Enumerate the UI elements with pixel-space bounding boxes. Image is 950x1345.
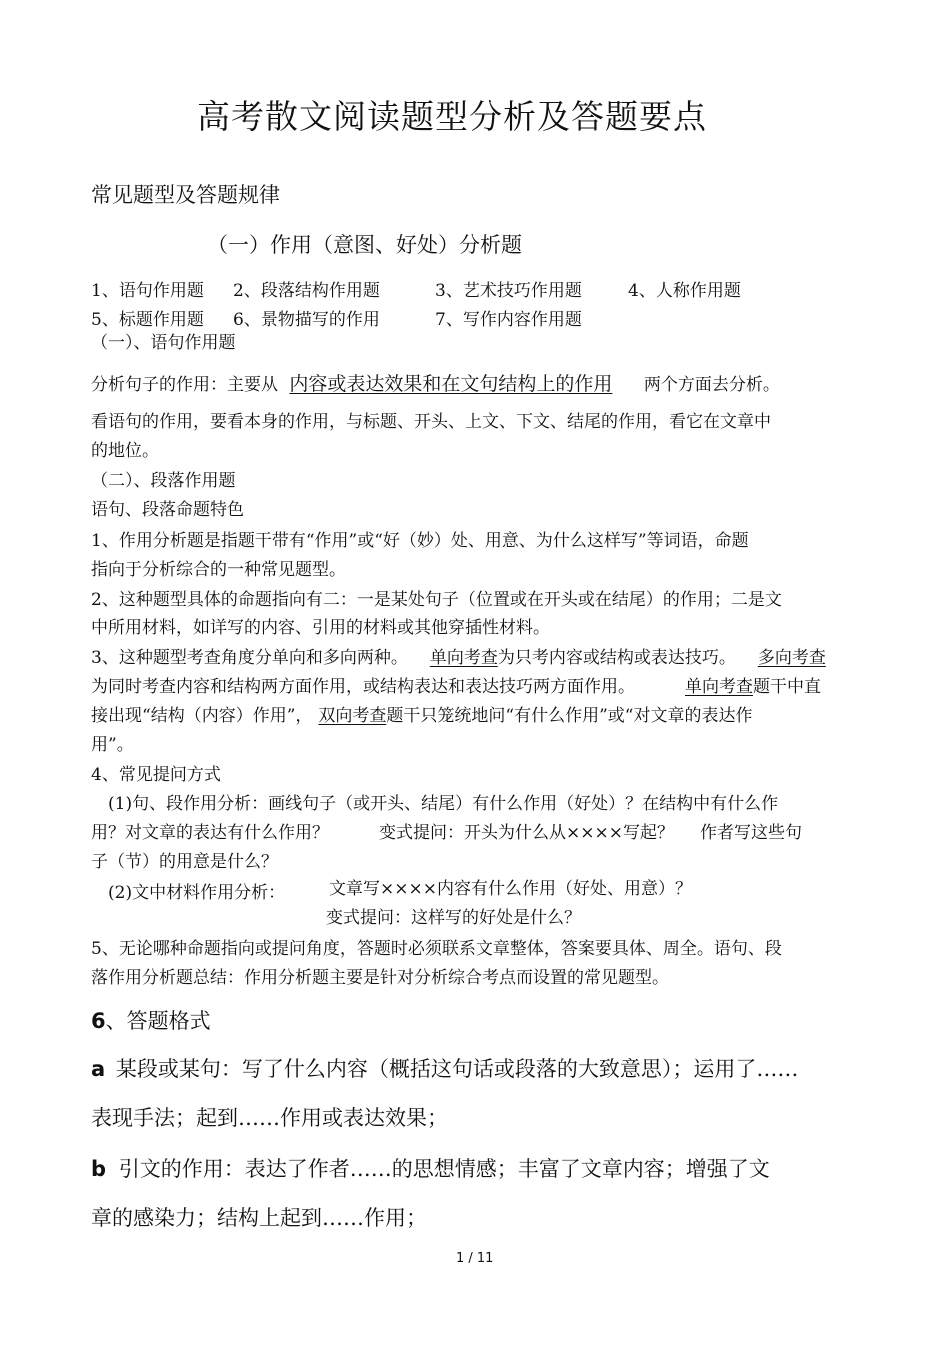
heading-text: 、答题格式 — [105, 1009, 211, 1033]
text-run: 题干只笼统地问“有什么作用”或“对文章的表达作 — [386, 706, 753, 726]
underlined-term: 双向考查 — [318, 706, 387, 726]
paragraph-line: (1)句、段作用分析：画线句子（或开头、结尾）有什么作用（好处）？在结构中有什么作 — [108, 794, 779, 814]
text-run: 为同时考查内容和结构两方面作用，或结构表达和表达技巧两方面作用。 — [91, 677, 635, 697]
analysis-line — [91, 374, 780, 396]
text-run: 作者写这些句 — [699, 823, 802, 843]
paragraph-line — [91, 824, 802, 844]
type-item: 6、景物描写的作用 — [233, 310, 380, 330]
paragraph-line: 1、作用分析题是指题干带有“作用”或“好（妙）处、用意、为什么这样写”等词语，命题 — [91, 531, 749, 551]
features-heading: 语句、段落命题特色 — [91, 500, 244, 520]
paragraph-line — [91, 649, 826, 669]
page-number: 1 / 11 — [456, 1251, 494, 1266]
paragraph-line: 落作用分析题总结：作用分析题主要是针对分析综合考点而设置的常见题型。 — [91, 968, 669, 988]
heading-number: 6 — [91, 1009, 106, 1033]
answer-item-a — [91, 1057, 798, 1081]
analysis-suffix: 两个方面去分析。 — [643, 375, 780, 395]
answer-item-b — [91, 1157, 770, 1181]
text-run: 变式提问：开头为什么从××××写起？ — [379, 823, 674, 843]
paragraph-line: 子（节）的用意是什么？ — [91, 852, 278, 872]
type-item: 4、人称作用题 — [628, 281, 741, 301]
p4-heading: 4、常见提问方式 — [91, 765, 221, 785]
analysis-prefix: 分析句子的作用：主要从 — [91, 375, 278, 395]
type-item: 5、标题作用题 — [91, 310, 204, 330]
paragraph-line: 中所用材料，如详写的内容、引用的材料或其他穿插性材料。 — [91, 618, 550, 638]
section-heading: 常见题型及答题规律 — [91, 183, 280, 207]
type-item: 7、写作内容作用题 — [435, 310, 582, 330]
document-title: 高考散文阅读题型分析及答题要点 — [197, 97, 707, 136]
underlined-term: 单向考查 — [685, 677, 753, 697]
text-run: 用？对文章的表达有什么作用？ — [91, 823, 329, 843]
paragraph-line: 2、这种题型具体的命题指向有二：一是某处句子（位置或在开头或在结尾）的作用；二是文 — [91, 590, 782, 610]
type-item: 2、段落结构作用题 — [233, 281, 380, 301]
subsection-heading: （一）作用（意图、好处）分析题 — [207, 233, 522, 257]
item-text: 某段或某句：写了什么内容（概括这句话或段落的大致意思）；运用了…… — [115, 1057, 799, 1081]
item-text: 引文的作用：表达了作者……的思想情感；丰富了文章内容；增强了文 — [118, 1157, 770, 1181]
type-item: 3、艺术技巧作用题 — [435, 281, 582, 301]
text-run: 接出现“结构（内容）作用”， — [91, 706, 313, 726]
paragraph-line: 5、无论哪种命题指向或提问角度，答题时必须联系文章整体，答案要具体、周全。语句、段 — [91, 939, 782, 959]
part1-heading: （一）、语句作用题 — [91, 333, 236, 353]
paragraph-line: 的地位。 — [91, 441, 159, 461]
paragraph-line: 指向于分析综合的一种常见题型。 — [91, 560, 346, 580]
type-item: 1、语句作用题 — [91, 281, 204, 301]
paragraph-line: 看语句的作用，要看本身的作用，与标题、开头、上文、下文、结尾的作用，看它在文章中 — [91, 412, 771, 432]
material-analysis-variant: 变式提问：这样写的好处是什么？ — [326, 908, 581, 928]
text-run: 题干中直 — [753, 677, 821, 697]
item-marker: a — [91, 1057, 106, 1081]
paragraph-line — [91, 678, 821, 698]
paragraph-line: 章的感染力；结构上起到……作用； — [91, 1206, 427, 1230]
material-analysis-question: 文章写××××内容有什么作用（好处、用意）？ — [329, 879, 692, 899]
answer-format-heading — [91, 1009, 211, 1033]
underlined-term: 多向考查 — [757, 648, 826, 668]
underlined-term: 单向考查 — [429, 648, 498, 668]
part2-heading: （二）、段落作用题 — [91, 471, 236, 491]
material-analysis-label: (2)文中材料作用分析： — [108, 883, 286, 903]
paragraph-line: 表现手法；起到……作用或表达效果； — [91, 1106, 448, 1130]
text-run: 3、这种题型考查角度分单向和多向两种。 — [91, 648, 408, 668]
paragraph-line — [91, 707, 752, 727]
paragraph-line: 用”。 — [91, 735, 134, 755]
item-marker: b — [91, 1157, 107, 1181]
analysis-highlight: 内容或表达效果和在文句结构上的作用 — [289, 373, 613, 395]
text-run: 为只考内容或结构或表达技巧。 — [497, 648, 736, 668]
